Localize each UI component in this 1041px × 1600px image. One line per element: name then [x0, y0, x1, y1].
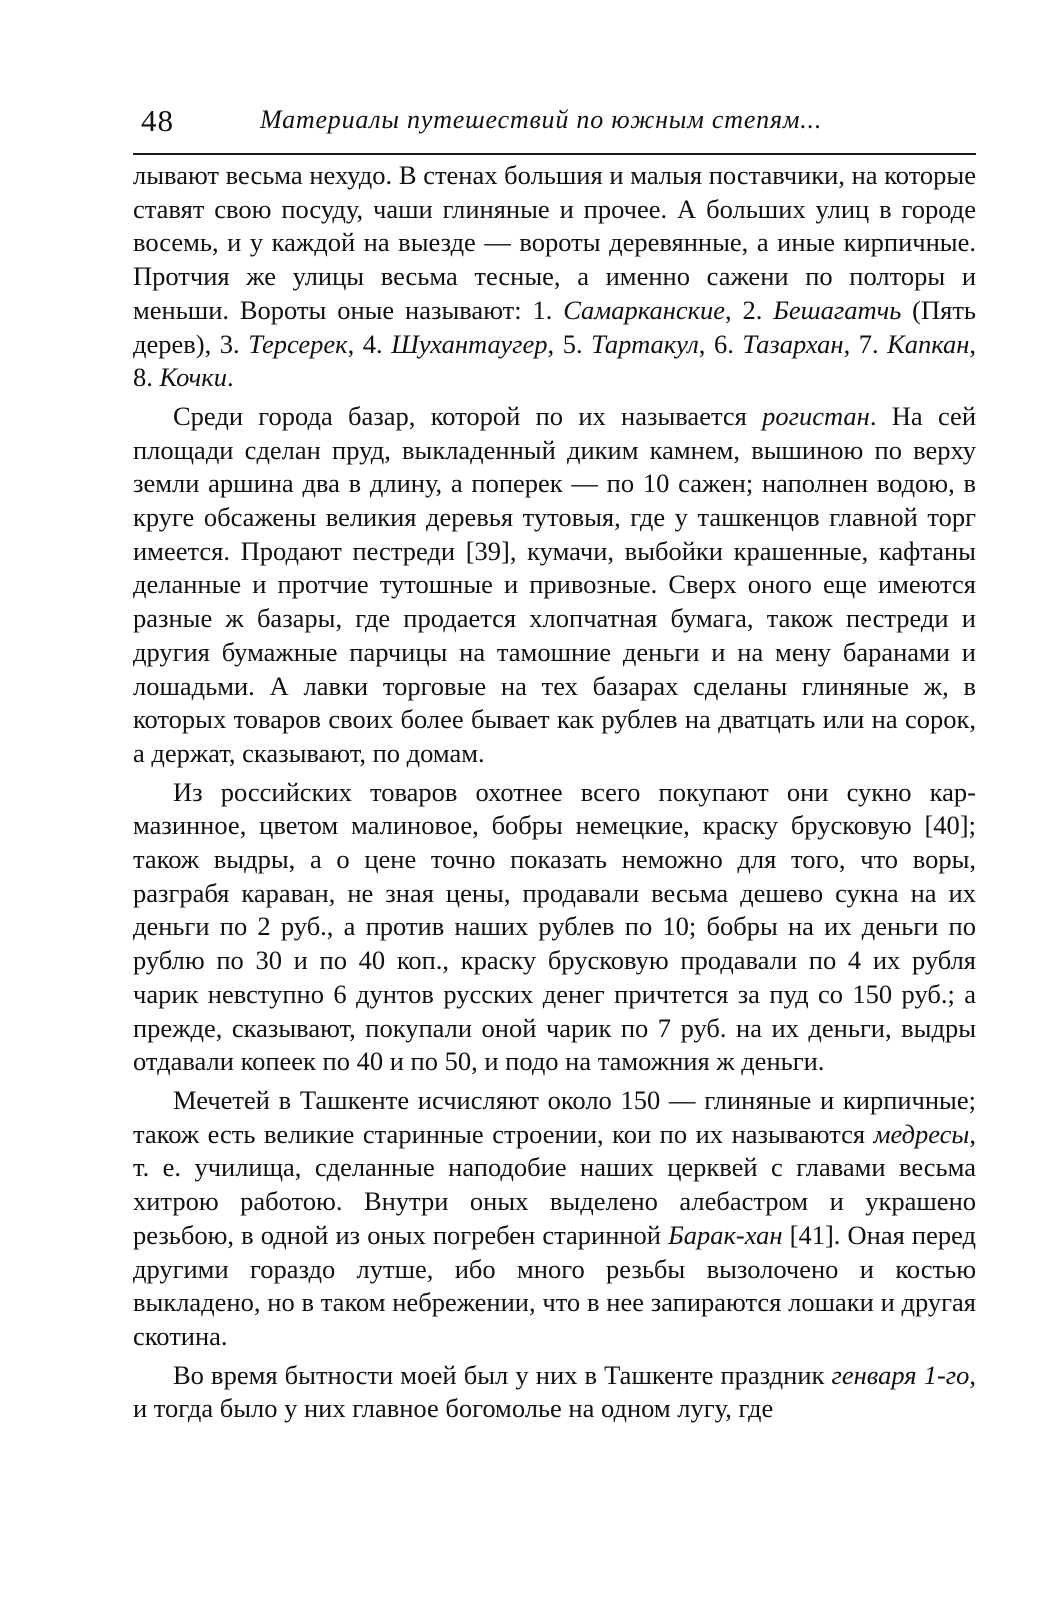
italic-term: Терсерек	[248, 328, 348, 359]
text-run: , т. е. училища, сделанные наподобие наших церквей с главами весьма хитрою работою. Внутри оных выделено алебастром и украшено резьбою, в одной из оных погребен старинной	[133, 1118, 976, 1250]
italic-term: Шухантаугер	[391, 328, 548, 359]
text-run: , 2.	[725, 294, 774, 325]
italic-term: Бешагатчь	[773, 294, 902, 325]
paragraph	[133, 400, 976, 771]
text-run: (Пять дерев), 3.	[133, 294, 976, 359]
text-run: , 6.	[698, 328, 743, 359]
text-run: . На сей площади сделан пруд, выкладенный диким камнем, вышиною по верху земли аршина два в длину, а поперек — по 10 сажен; наполнен водою, в круге обсажены великия деревья тутовыя, где у ташкенцов главной торг имеется. Продают пестреди [39], кумачи, выбойки крашенные, кафтаны деланные и протчие тутошные и привозные. Сверх оного еще имеются разные ж базары, где продается хлопчатная бумага, також пестреди и другия бумажные парчицы на тамошние деньги и на мену баранами и лошадьми. А лавки торговые на тех базарах сделаны глиняные ж, в которых товаров своих более бывает как рублев на дватцать или на сорок, а держат, сказывают, по домам.	[133, 400, 976, 768]
text-run: Во время бытности моей был у них в Ташкенте праздник	[173, 1359, 832, 1390]
italic-term: Капкан	[887, 328, 970, 359]
text-run: , 8.	[133, 328, 977, 393]
text-run: , 4.	[347, 328, 392, 359]
italic-term: рогистан	[762, 400, 870, 431]
text-run: [41]. Оная перед другими гораздо лутше, ибо много резьбы вызолочено и костью выкладено, но в таком небрежении, что в нее запираются лошаки и другая скотина.	[133, 1219, 976, 1351]
text-run: Мечетей в Ташкенте исчисляют около 150 — глиняные и кирпичные; також есть великие старинные строении, кои по их называются	[133, 1084, 976, 1149]
body-text	[133, 159, 976, 1426]
italic-term: Самарканские	[563, 294, 726, 325]
book-page	[133, 95, 976, 1426]
italic-term: Барак-хан	[668, 1219, 783, 1250]
italic-term: Кочки	[159, 362, 227, 393]
text-run: , 5.	[547, 328, 592, 359]
text-run: .	[226, 362, 234, 393]
page-header	[133, 95, 976, 155]
paragraph	[133, 1359, 976, 1426]
text-run: лывают весьма нехудо. В стенах большия и малыя поставчики, на которые ставят свою посуду, чаши глиняные и прочее. А больших улиц в городе восемь, и у каждой на выезде — вороты деревянные, а иные кирпичные. Протчия же улицы весьма тесные, а именно сажени по полторы и меньши. Вороты оные называют: 1.	[133, 160, 976, 325]
italic-term: Тартакул	[591, 328, 699, 359]
page-number: 48	[141, 103, 174, 138]
paragraph	[133, 1084, 976, 1354]
italic-term: Тазархан	[742, 328, 844, 359]
text-run: , и тогда было у них главное богомолье на одном лугу, где	[133, 1359, 976, 1424]
running-title: Материалы путешествий по южным степям...	[260, 105, 823, 134]
italic-term: генваря 1-го	[831, 1359, 970, 1390]
text-run: Из российских товаров охотнее всего покупают они сукно кармазинное, цветом малиновое, бобры немецкие, краску брусковую [40]; також выдры, а о цене точно показать неможно для того, что воры, разграбя караван, не зная цены, продавали весьма дешево сукна на их деньги по 2 руб., а против наших рублев по 10; бобры на их деньги по рублю по 30 и по 40 коп., краску брусковую продавали по 4 их рубля чарик невступно 6 дунтов русских денег причтется за пуд со 150 руб.; а прежде, сказывают, покупали оной чарик по 7 руб. на их деньги, выдры отдавали копеек по 40 и по 50, и подо на таможния ж деньги.	[133, 776, 976, 1077]
text-run: Среди города базар, которой по их называется	[173, 400, 763, 431]
paragraph	[133, 159, 976, 395]
paragraph	[133, 776, 976, 1079]
italic-term: медресы	[873, 1118, 970, 1149]
text-run: , 7.	[843, 328, 888, 359]
